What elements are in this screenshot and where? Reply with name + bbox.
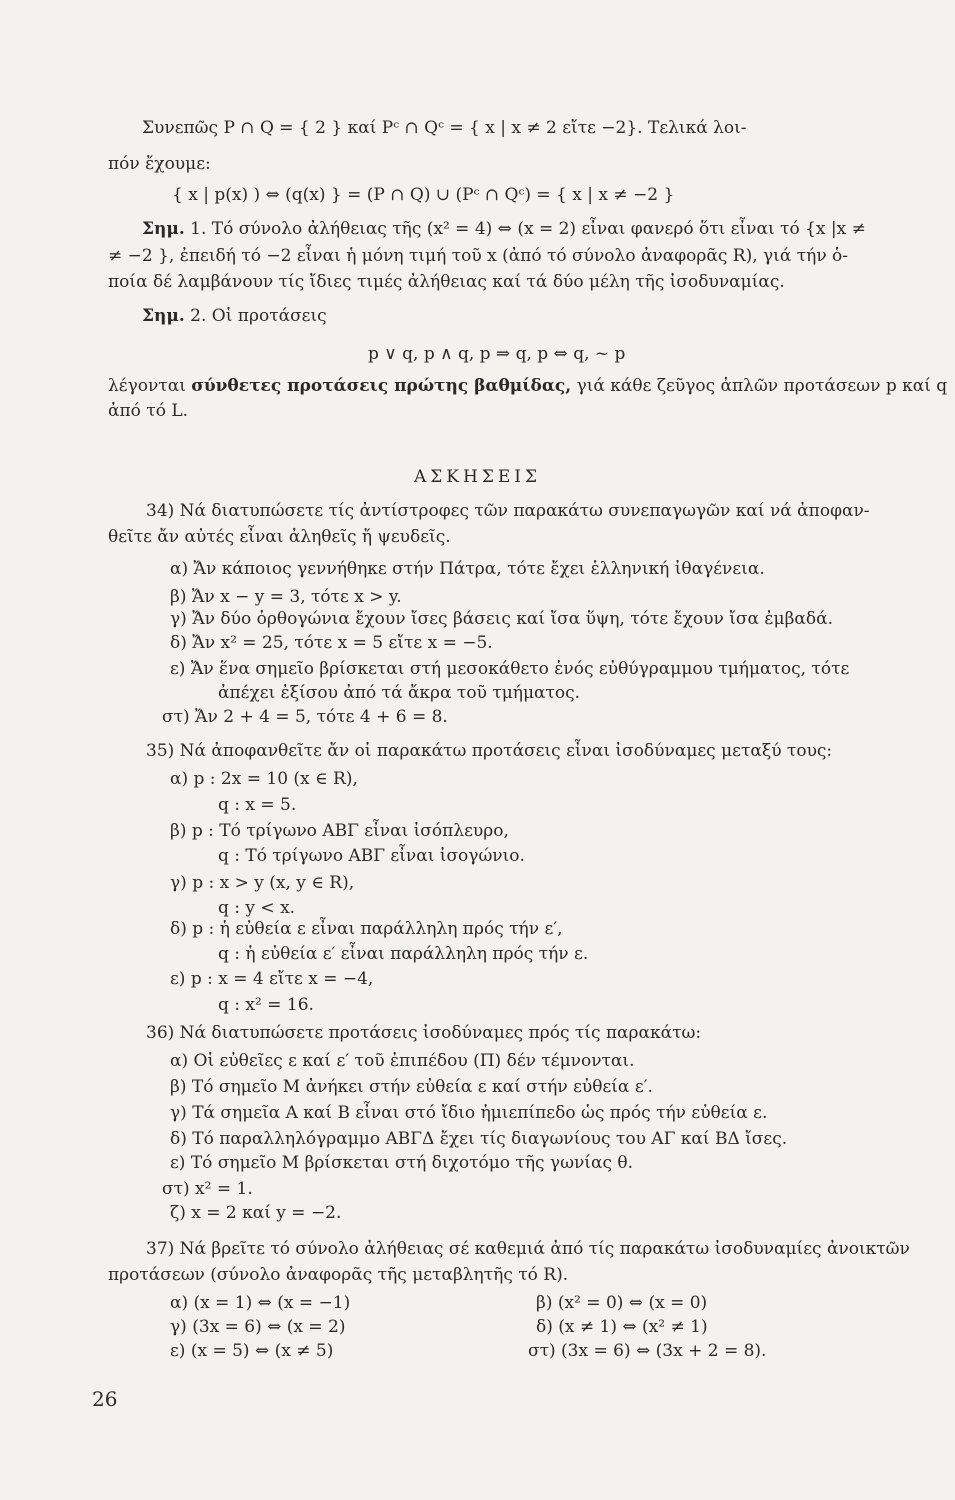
exercises-heading: ΑΣΚΗΣΕΙΣ [414, 467, 541, 487]
exercise-36-item: ε) Τό σημεῖο Μ βρίσκεται στή διχοτόμο τῆς γωνίας θ. [170, 1153, 634, 1173]
note-2-line-1: 2. Οἱ προτάσεις [190, 306, 327, 326]
intro-line-1: Συνεπῶς P ∩ Q = { 2 } καί Pᶜ ∩ Qᶜ = { x | x ≠ 2 εἴτε −2}. Τελικά λοι- [142, 118, 747, 138]
exercise-35-line-1: 35) Νά ἀποφανθεῖτε ἄν οἱ παρακάτω προτάσεις εἶναι ἰσοδύναμες μεταξύ τους: [146, 741, 833, 761]
exercise-36-item: ζ) x = 2 καί y = −2. [170, 1203, 342, 1223]
exercise-35-item: α) p : 2x = 10 (x ∈ R), [170, 769, 358, 789]
exercise-34-item: α) Ἄν κάποιος γεννήθηκε στήν Πάτρα, τότε ἔχει ἑλληνική ἰθαγένεια. [170, 559, 765, 579]
note-2-text-a: λέγονται [108, 376, 186, 396]
note-2-formula: p ∨ q, p ∧ q, p ⇒ q, p ⇔ q, ~ p [368, 344, 626, 364]
exercise-37-item: β) (x² = 0) ⇔ (x = 0) [536, 1293, 708, 1313]
exercise-35-item: q : x² = 16. [218, 995, 314, 1015]
note-2-emphasis: σύνθετες προτάσεις πρώτης βαθμίδας, [191, 376, 572, 396]
note-2-label: Σημ. [142, 306, 185, 326]
intro-formula: { x | p(x) ) ⇔ (q(x) } = (P ∩ Q) ∪ (Pᶜ ∩ Qᶜ) = { x | x ≠ −2 } [172, 185, 675, 205]
note-2-line-2 [108, 375, 947, 397]
note-1-label: Σημ. [142, 219, 185, 239]
note-2-line-3: ἀπό τό L. [108, 401, 189, 421]
intro-line-2: πόν ἔχουμε: [108, 154, 211, 174]
exercise-36-item: δ) Τό παραλληλόγραμμο ΑΒΓΔ ἔχει τίς διαγωνίους του ΑΓ καί ΒΔ ἴσες. [170, 1129, 788, 1149]
exercise-36-item: γ) Τά σημεῖα Α καί Β εἶναι στό ἴδιο ἡμιεπίπεδο ὡς πρός τήν εὐθεία ε. [170, 1103, 768, 1123]
exercise-34-line-2: θεῖτε ἄν αὐτές εἶναι ἀληθεῖς ἤ ψευδεῖς. [108, 527, 451, 547]
exercise-37-item: δ) (x ≠ 1) ⇔ (x² ≠ 1) [536, 1317, 708, 1337]
exercise-35-item: q : y < x. [218, 898, 296, 918]
page-number: 26 [92, 1387, 118, 1411]
exercise-35-item: β) p : Τό τρίγωνο ΑΒΓ εἶναι ἰσόπλευρο, [170, 821, 509, 841]
exercise-34-line-1: 34) Νά διατυπώσετε τίς ἀντίστροφες τῶν παρακάτω συνεπαγωγῶν καί νά ἀποφαν- [146, 501, 870, 521]
exercise-35-item: q : ἡ εὐθεία ε′ εἶναι παράλληλη πρός τήν ε. [218, 944, 589, 964]
note-2-text-c: γιά κάθε ζεῦγος ἀπλῶν προτάσεων p καί q [576, 376, 948, 396]
exercise-35-item: δ) p : ἡ εὐθεία ε εἶναι παράλληλη πρός τήν ε′, [170, 919, 563, 939]
exercise-36-item: β) Τό σημεῖο Μ ἀνήκει στήν εὐθεία ε καί στήν εὐθεία ε′. [170, 1077, 653, 1097]
exercise-34-item: β) Ἄν x − y = 3, τότε x > y. [170, 587, 402, 607]
exercise-35-item: ε) p : x = 4 εἴτε x = −4, [170, 969, 374, 989]
exercise-34-item: γ) Ἄν δύο ὀρθογώνια ἔχουν ἴσες βάσεις καί ἴσα ὕψη, τότε ἔχουν ἴσα ἐμβαδά. [170, 609, 833, 629]
exercise-35-item: q : Τό τρίγωνο ΑΒΓ εἶναι ἰσογώνιο. [218, 846, 525, 866]
exercise-37-item: ε) (x = 5) ⇔ (x ≠ 5) [170, 1341, 334, 1361]
note-2 [142, 305, 327, 327]
exercise-36-line-1: 36) Νά διατυπώσετε προτάσεις ἰσοδύναμες πρός τίς παρακάτω: [146, 1023, 702, 1043]
exercise-36-item: στ) x² = 1. [162, 1179, 253, 1199]
exercise-34-item: ἀπέχει ἐξίσου ἀπό τά ἄκρα τοῦ τμήματος. [218, 683, 581, 703]
note-1-line-3: ποία δέ λαμβάνουν τίς ἴδιες τιμές ἀλήθειας καί τά δύο μέλη τῆς ἰσοδυναμίας. [108, 272, 785, 292]
exercise-35-item: q : x = 5. [218, 795, 297, 815]
exercise-34-item: ε) Ἄν ἕνα σημεῖο βρίσκεται στή μεσοκάθετο ἑνός εὐθύγραμμου τμήματος, τότε [170, 659, 850, 679]
exercise-37-item: α) (x = 1) ⇔ (x = −1) [170, 1293, 351, 1313]
exercise-37-item: γ) (3x = 6) ⇔ (x = 2) [170, 1317, 346, 1337]
exercise-34-item: δ) Ἄν x² = 25, τότε x = 5 εἴτε x = −5. [170, 633, 493, 653]
exercise-35-item: γ) p : x > y (x, y ∈ R), [170, 873, 355, 893]
exercise-36-item: α) Οἱ εὐθεῖες ε καί ε′ τοῦ ἐπιπέδου (Π) δέν τέμνονται. [170, 1051, 635, 1071]
exercise-37-item: στ) (3x = 6) ⇔ (3x + 2 = 8). [528, 1341, 767, 1361]
note-1-line-2: ≠ −2 }, ἐπειδή τό −2 εἶναι ἡ μόνη τιμή τοῦ x (ἀπό τό σύνολο ἀναφορᾶς R), γιά τήν ὁ- [108, 246, 849, 266]
note-1 [142, 218, 866, 240]
exercise-37-line-2: προτάσεων (σύνολο ἀναφορᾶς τῆς μεταβλητῆς τό R). [108, 1265, 569, 1285]
note-1-line-1: 1. Τό σύνολο ἀλήθειας τῆς (x² = 4) ⇔ (x = 2) εἶναι φανερό ὅτι εἶναι τό {x |x ≠ [190, 219, 866, 239]
exercise-37-line-1: 37) Νά βρεῖτε τό σύνολο ἀλήθειας σέ καθεμιά ἀπό τίς παρακάτω ἰσοδυναμίες ἀνοικτῶν [146, 1239, 910, 1259]
exercise-34-item: στ) Ἄν 2 + 4 = 5, τότε 4 + 6 = 8. [162, 707, 448, 727]
